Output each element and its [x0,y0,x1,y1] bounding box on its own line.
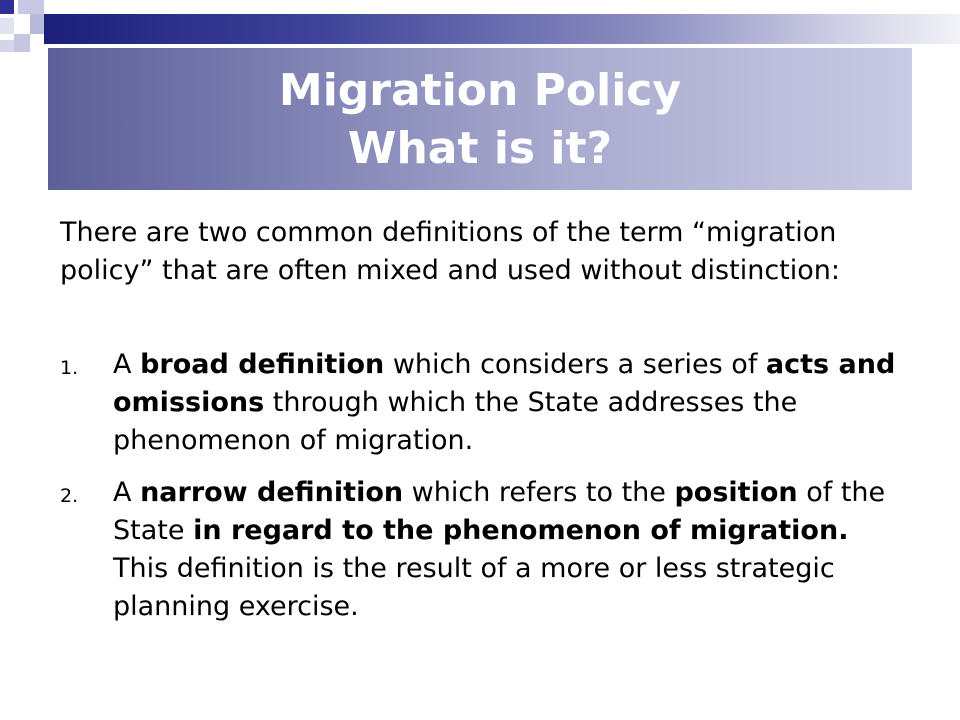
corner-square-1 [0,0,14,14]
title-line-1: Migration Policy [278,65,682,116]
corner-square-6 [0,40,14,52]
list-item-broad [60,346,910,460]
corner-square-3 [30,14,44,34]
top-gradient-bar [44,14,960,44]
text-segment: which refers to the [403,477,675,508]
bold-term-acts-omissions: acts and omissions [113,349,896,418]
text-segment: of the State [113,477,886,546]
corner-square-4 [0,18,14,34]
list-number: 1. [60,357,79,379]
text-segment: This definition is the result of a more or less strategic planning exercise. [113,515,875,622]
list-item-narrow [60,474,910,626]
text-segment: which considers a series of [384,349,766,380]
corner-square-5 [14,34,30,52]
definitions-list [60,346,910,640]
bold-term-regard-phenomenon: in regard to the phenomenon of migration. [193,515,849,546]
bold-term-position: position [674,477,798,508]
slide-title [48,62,912,178]
text-segment: A [113,349,141,380]
list-number: 2. [60,485,79,507]
text-segment: A [113,477,141,508]
text-segment: through which the State addresses the phenomenon of migration. [113,387,798,456]
intro-paragraph: There are two common definitions of the term “migration policy” that are often mixed and used without distinction: [60,217,840,286]
bold-term-broad-definition: broad definition [140,349,385,380]
bold-term-narrow-definition: narrow definition [140,477,404,508]
title-line-2: What is it? [347,123,613,174]
corner-square-2 [18,0,44,14]
